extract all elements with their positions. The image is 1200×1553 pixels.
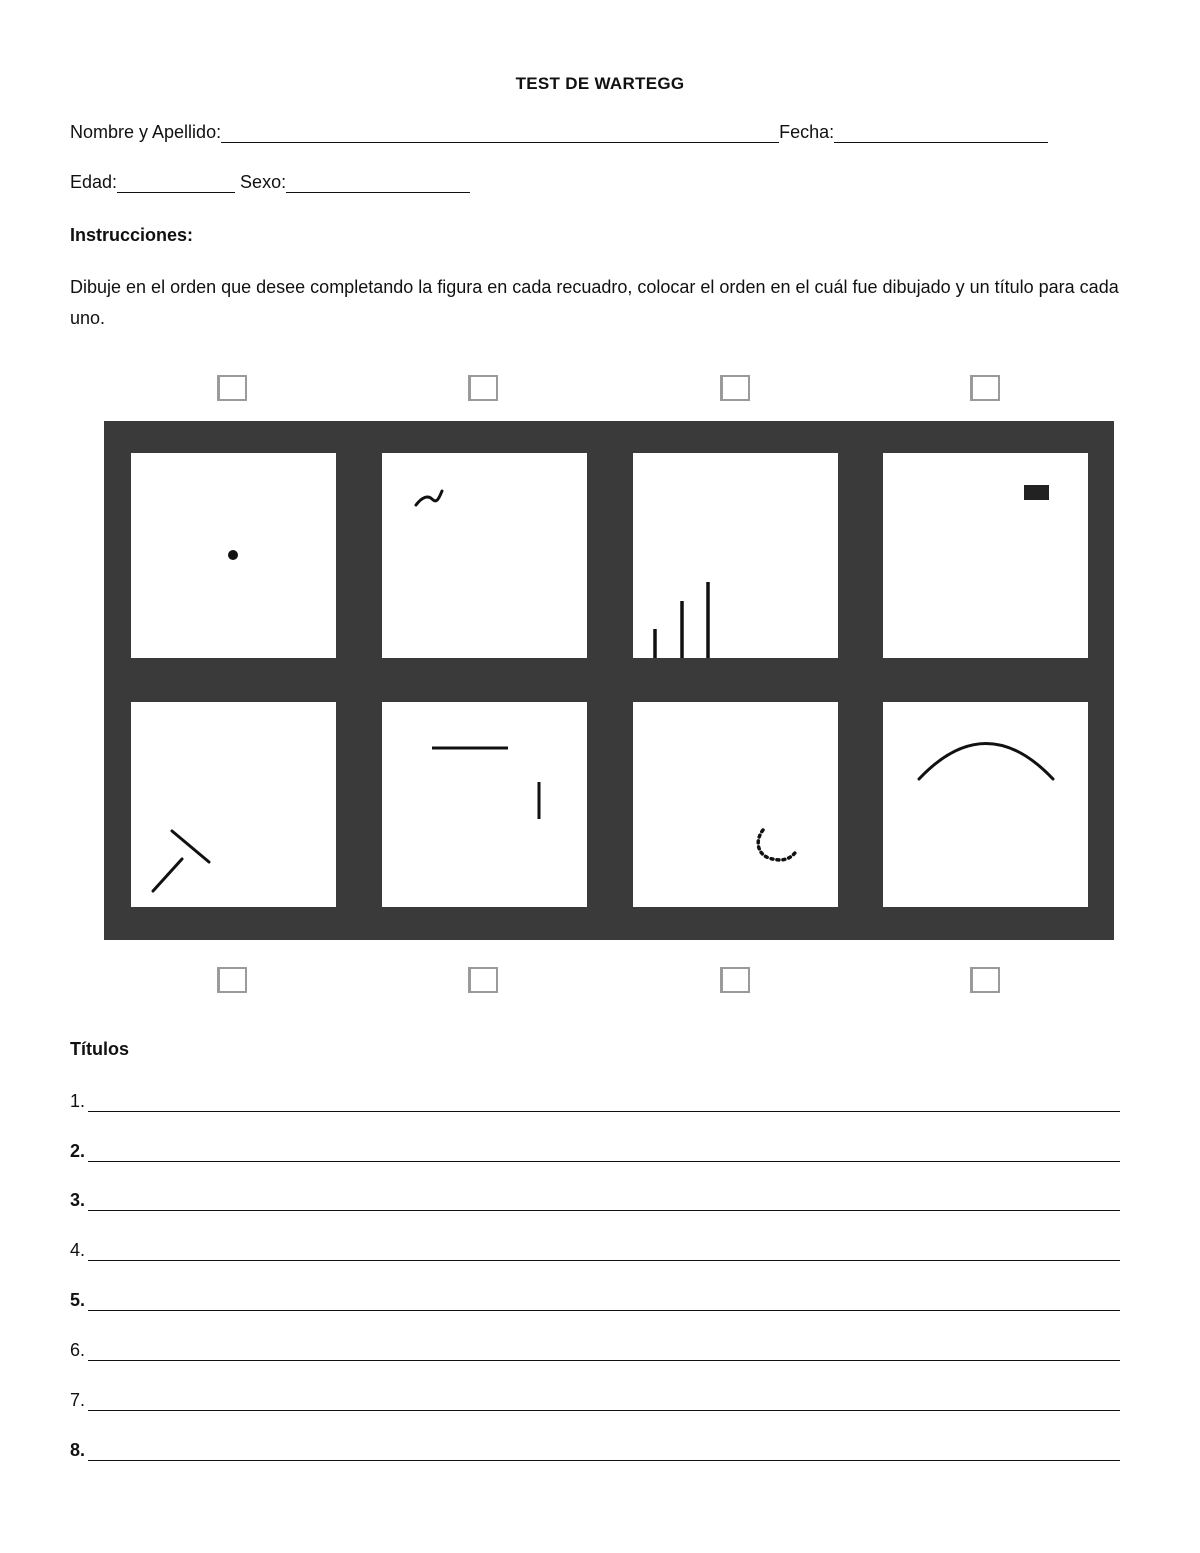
title-line-7[interactable] — [70, 1390, 1120, 1411]
right-angle-stimulus-icon — [382, 702, 587, 907]
title-number: 7. — [70, 1390, 86, 1410]
order-checkbox-2[interactable] — [468, 375, 498, 401]
dot-stimulus-icon — [131, 453, 336, 658]
order-checkbox-8[interactable] — [970, 967, 1000, 993]
title-number: 5. — [70, 1290, 86, 1310]
title-input-line[interactable] — [88, 1292, 1120, 1311]
order-checkbox-6[interactable] — [468, 967, 498, 993]
title-number: 2. — [70, 1141, 86, 1161]
title-line-2[interactable] — [70, 1141, 1120, 1162]
instructions-text: Dibuje en el orden que desee completando la figura en cada recuadro, colocar el orden en el cuál fue dibujado y un título para cada uno. — [70, 277, 1119, 328]
title-line-3[interactable] — [70, 1190, 1120, 1211]
title-line-5[interactable] — [70, 1290, 1120, 1311]
age-field[interactable] — [117, 174, 235, 193]
wartegg-board — [104, 421, 1114, 940]
date-field[interactable] — [834, 124, 1048, 143]
drawing-cell-8[interactable] — [883, 702, 1088, 907]
title-number: 6. — [70, 1340, 86, 1360]
name-date-row — [70, 122, 1048, 143]
sex-field[interactable] — [286, 174, 470, 193]
drawing-cell-5[interactable] — [131, 702, 336, 907]
title-line-6[interactable] — [70, 1340, 1120, 1361]
three-bars-stimulus-icon — [633, 453, 838, 658]
title-line-1[interactable] — [70, 1091, 1120, 1112]
drawing-cell-1[interactable] — [131, 453, 336, 658]
two-lines-stimulus-icon — [131, 702, 336, 907]
name-label: Nombre y Apellido: — [70, 122, 222, 142]
arc-stimulus-icon — [883, 702, 1088, 907]
order-checkbox-7[interactable] — [720, 967, 750, 993]
drawing-cell-4[interactable] — [883, 453, 1088, 658]
title-line-4[interactable] — [70, 1240, 1120, 1261]
order-checkbox-5[interactable] — [217, 967, 247, 993]
age-label: Edad: — [70, 172, 118, 192]
order-checkbox-1[interactable] — [217, 375, 247, 401]
order-checkbox-3[interactable] — [720, 375, 750, 401]
title-input-line[interactable] — [88, 1192, 1120, 1211]
name-field[interactable] — [221, 124, 779, 143]
page-title: TEST DE WARTEGG — [515, 74, 685, 93]
drawing-cell-3[interactable] — [633, 453, 838, 658]
title-number: 8. — [70, 1440, 86, 1460]
title-number: 4. — [70, 1240, 86, 1260]
title-number: 1. — [70, 1091, 86, 1111]
title-number: 3. — [70, 1190, 86, 1210]
drawing-cell-7[interactable] — [633, 702, 838, 907]
title-input-line[interactable] — [88, 1143, 1120, 1162]
title-input-line[interactable] — [88, 1392, 1120, 1411]
small-square-stimulus-icon — [883, 453, 1088, 658]
drawing-cell-6[interactable] — [382, 702, 587, 907]
title-input-line[interactable] — [88, 1093, 1120, 1112]
drawing-cell-2[interactable] — [382, 453, 587, 658]
title-input-line[interactable] — [88, 1242, 1120, 1261]
dotted-curve-stimulus-icon — [633, 702, 838, 907]
date-label: Fecha: — [779, 122, 835, 142]
title-input-line[interactable] — [88, 1342, 1120, 1361]
titles-heading: Títulos — [70, 1039, 129, 1059]
title-line-8[interactable] — [70, 1440, 1120, 1461]
instructions-heading: Instrucciones: — [70, 225, 194, 245]
title-input-line[interactable] — [88, 1442, 1120, 1461]
age-sex-row — [70, 172, 470, 193]
wave-stimulus-icon — [382, 453, 587, 658]
order-checkbox-4[interactable] — [970, 375, 1000, 401]
sex-label: Sexo: — [240, 172, 287, 192]
